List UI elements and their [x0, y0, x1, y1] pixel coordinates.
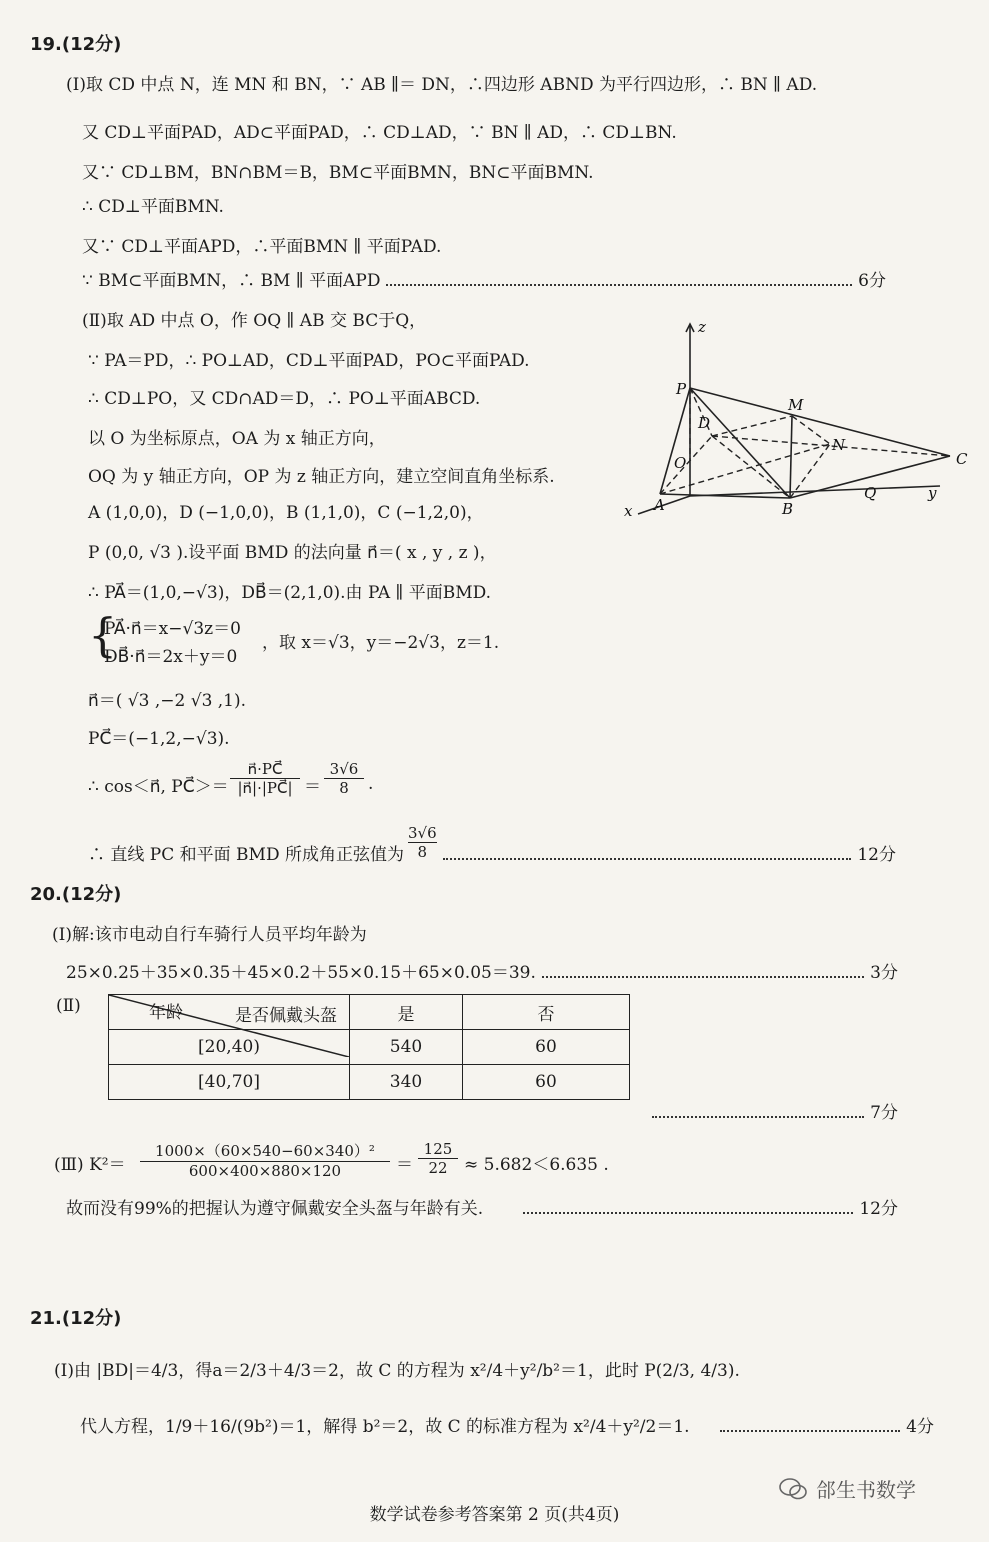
- q20-score-line-3: [66, 1194, 898, 1219]
- cell-age: [40,70]: [109, 1065, 350, 1100]
- q19-p2-line: ∵ PA＝PD，∴ PO⊥AD，CD⊥平面PAD，PO⊂平面PAD.: [88, 351, 530, 371]
- cos-eq: ＝: [304, 777, 321, 797]
- label-M: M: [788, 396, 804, 414]
- q20-score-line-1: [66, 958, 898, 983]
- score-label: 6分: [858, 271, 886, 291]
- leader-dots: [386, 284, 852, 286]
- cell-no: 60: [463, 1065, 630, 1100]
- chi-den: 600×400×880×120: [188, 1162, 342, 1180]
- q19-p2-line: 以 O 为坐标原点，OA 为 x 轴正方向，: [88, 429, 386, 449]
- leader-dots: [523, 1212, 853, 1214]
- cell-no: 60: [463, 1030, 630, 1065]
- q20-p2-label: (Ⅱ): [56, 996, 81, 1016]
- cos-result: [324, 760, 364, 797]
- edge-PC: [690, 388, 950, 456]
- chi-suffix: ≈ 5.682＜6.635 .: [464, 1155, 609, 1175]
- score-label: 7分: [870, 1103, 898, 1123]
- cos-rnum: 3√6: [324, 760, 364, 779]
- q19-p1-line: ∴ CD⊥平面BMN.: [82, 197, 224, 217]
- pyramid-figure: [620, 316, 980, 526]
- cell-yes: 540: [350, 1030, 463, 1065]
- system-brace: {: [88, 608, 118, 662]
- leader-dots: [720, 1430, 901, 1432]
- chi-eq: ＝: [396, 1155, 413, 1175]
- q19-p1-line: (Ⅰ)取 CD 中点 N，连 MN 和 BN，∵ AB ∥＝ DN，∴四边形 ABND 为平行四边形，∴ BN ∥ AD.: [66, 75, 818, 95]
- table-header-row: [109, 995, 630, 1030]
- q19-p2-line: OQ 为 y 轴正方向，OP 为 z 轴正方向，建立空间直角坐标系.: [88, 467, 555, 487]
- leader-dots: [542, 976, 864, 978]
- conclusion-num: 3√6: [408, 824, 437, 842]
- table-row: [109, 1065, 630, 1100]
- cos-rden: 8: [339, 779, 349, 797]
- q19-p2-line: P (0,0, √3 ).设平面 BMD 的法向量 n⃗＝( x , y , z )，: [88, 543, 497, 563]
- chi-rden: 22: [428, 1159, 448, 1177]
- q20-p1: (Ⅰ)解:该市电动自行车骑行人员平均年龄为: [52, 925, 367, 945]
- edge-PB: [690, 388, 790, 498]
- leader-dots: [652, 1116, 864, 1118]
- label-z: z: [698, 318, 706, 336]
- q21-heading: 21.(12分): [30, 1308, 122, 1329]
- label-y: y: [928, 484, 937, 502]
- chi-fraction: [140, 1140, 390, 1180]
- edge-MB: [790, 416, 792, 498]
- q19-p2-line: (Ⅱ)取 AD 中点 O，作 OQ ∥ AB 交 BC于Q，: [82, 311, 427, 331]
- cos-num: n⃗·PC⃗: [230, 760, 300, 779]
- col-header-yes: 是: [350, 995, 463, 1030]
- q19-p1-line: 又∵ CD⊥平面APD，∴平面BMN ∥ 平面PAD.: [82, 237, 442, 257]
- label-D: D: [698, 414, 711, 432]
- q19-p2-line: ∴ CD⊥PO，又 CD∩AD＝D，∴ PO⊥平面ABCD.: [88, 389, 481, 409]
- page-footer: 数学试卷参考答案第 2 页(共4页): [369, 1505, 620, 1525]
- conclusion-den: 8: [417, 843, 428, 861]
- watermark: [778, 1474, 916, 1503]
- q21-line-1: (Ⅰ)由 |BD|＝4/3，得a＝2/3＋4/3＝2，故 C 的方程为 x²/4＋y²/b²＝1，此时 P(2/3, 4/3).: [54, 1361, 740, 1381]
- label-N: N: [832, 436, 846, 454]
- pc-vector: PC⃗＝(−1,2,−√3).: [88, 729, 230, 749]
- label-Q: Q: [864, 484, 877, 502]
- q19-score-line-2: [88, 824, 896, 865]
- col-header-no: 否: [463, 995, 630, 1030]
- q20-conclusion: 故而没有99%的把握认为遵守佩戴安全头盔与年龄有关.: [66, 1199, 484, 1219]
- label-A: A: [654, 496, 665, 514]
- q19-p2-line: ∴ PA⃗＝(1,0,−√3)，DB⃗＝(2,1,0).由 PA ∥ 平面BMD.: [88, 583, 492, 603]
- label-O: O: [674, 454, 687, 472]
- conclusion-fraction: [408, 824, 437, 861]
- helmet-age-table: [108, 994, 630, 1100]
- q19-p1-line: 又 CD⊥平面PAD，AD⊂平面PAD，∴ CD⊥AD，∵ BN ∥ AD，∴ CD⊥BN.: [82, 123, 677, 143]
- chi-num: 1000×（60×540−60×340）²: [140, 1140, 390, 1162]
- label-B: B: [782, 500, 794, 518]
- normal-vector: n⃗＝( √3 ,−2 √3 ,1).: [88, 691, 247, 711]
- q19-p1-line: ∵ BM⊂平面BMN，∴ BM ∥ 平面APD: [82, 271, 381, 291]
- q20-p3-prefix: (Ⅲ) K²＝: [54, 1155, 126, 1175]
- q20-calc: 25×0.25＋35×0.35＋45×0.2＋55×0.15＋65×0.05＝39.: [66, 963, 536, 983]
- system-take: ，取 x＝√3，y＝−2√3，z＝1.: [262, 633, 500, 653]
- cos-fraction: [230, 760, 300, 797]
- label-P: P: [676, 380, 687, 398]
- chi-result: [418, 1140, 458, 1177]
- q19-p1-line: 又∵ CD⊥BM，BN∩BM＝B，BM⊂平面BMN，BN⊂平面BMN.: [82, 163, 594, 183]
- table-corner-cell: [109, 995, 350, 1030]
- system-eq-2: DB⃗·n⃗＝2x＋y＝0: [104, 647, 238, 667]
- q19-conclusion: ∴ 直线 PC 和平面 BMD 所成角正弦值为: [88, 845, 404, 865]
- corner-top-label: 是否佩戴头盔: [235, 1006, 337, 1026]
- q19-score-line-1: [82, 266, 886, 291]
- q19-p2-line: A (1,0,0)，D (−1,0,0)，B (1,1,0)，C (−1,2,0)，: [88, 503, 484, 523]
- score-label: 4分: [906, 1417, 934, 1437]
- watermark-text: 郃生书数学: [816, 1478, 916, 1502]
- cell-age: [20,40): [109, 1030, 350, 1065]
- q21-score-line: [80, 1412, 934, 1437]
- corner-bottom-label: 年龄: [149, 1003, 183, 1023]
- q19-heading: 19.(12分): [30, 34, 122, 55]
- score-label: 12分: [859, 1199, 898, 1219]
- label-x: x: [624, 502, 633, 520]
- q20-heading: 20.(12分): [30, 884, 122, 905]
- cos-prefix: ∴ cos＜n⃗, PC⃗＞＝: [88, 777, 229, 797]
- cos-den: |n⃗|·|PC⃗|: [237, 779, 293, 797]
- cell-yes: 340: [350, 1065, 463, 1100]
- period: .: [368, 774, 374, 794]
- system-eq-1: PA⃗·n⃗＝x−√3z＝0: [104, 619, 241, 639]
- leader-dots: [443, 858, 852, 860]
- score-label: 12分: [857, 845, 896, 865]
- label-C: C: [956, 450, 968, 468]
- score-label: 3分: [870, 963, 898, 983]
- wechat-icon: [778, 1476, 808, 1502]
- chi-rnum: 125: [418, 1140, 458, 1159]
- q20-score-line-2: [646, 1098, 898, 1123]
- q21-line-2: 代人方程，1/9＋16/(9b²)＝1，解得 b²＝2，故 C 的标准方程为 x²/4＋y²/2＝1.: [80, 1417, 690, 1437]
